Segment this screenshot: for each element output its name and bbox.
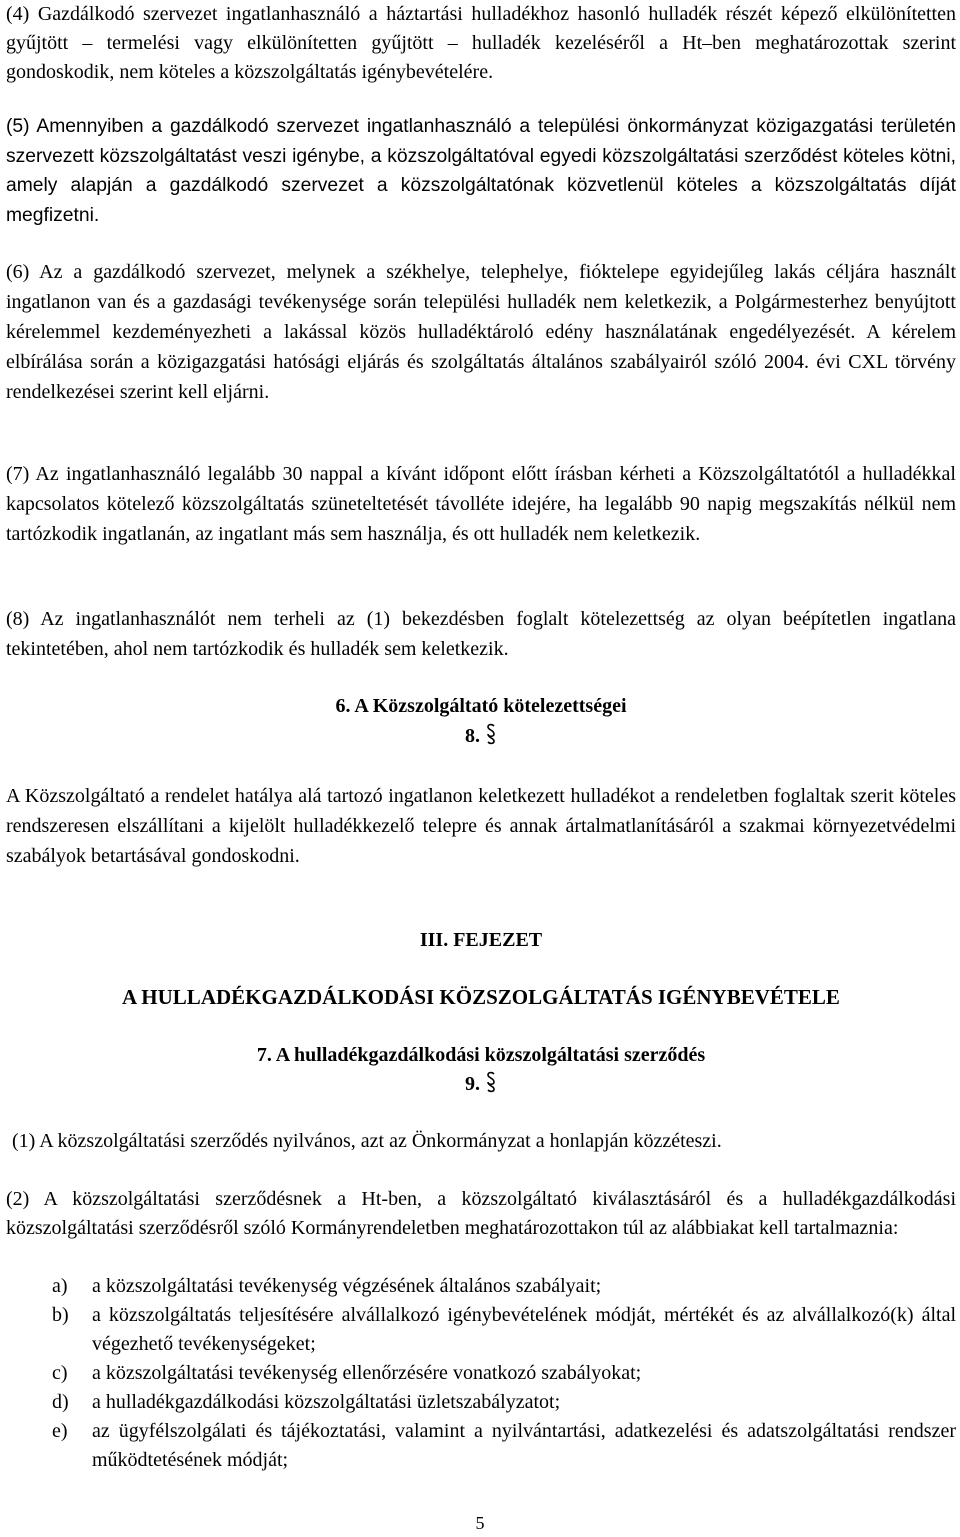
list-item-text: az ügyfélszolgálati és tájékoztatási, valamint a nyilvántartási, adatkezelési és adatszolgáltatási rendszer működtetésének módját; (92, 1420, 956, 1471)
section-8-heading (6, 722, 956, 751)
requirements-list (6, 1272, 956, 1475)
chapter-title: A HULLADÉKGAZDÁLKODÁSI KÖZSZOLGÁLTATÁS IGÉNYBEVÉTELE (122, 985, 840, 1009)
paragraph-7: (7) Az ingatlanhasználó legalább 30 nappal a kívánt időpont előtt írásban kérheti a Közszolgáltatótól a hulladékkal kapcsolatos kötelező közszolgáltatás szüneteltetését távolléte idejére, ha legalább 90 napig megszakítás nélkül nem tartózkodik ingatlanán, az ingatlant más sem használja, és ott hulladék nem keletkezik. (6, 463, 956, 545)
section-8-text: A Közszolgáltató a rendelet hatálya alá tartozó ingatlanon keletkezett hulladékot a rendeletben foglaltak szerit köteles rendszeresen elszállítani a kijelölt hulladékkezelő telepre és annak ártalmatlanításáról a szakmai környezetvédelmi szabályok betartásával gondoskodni. (6, 785, 956, 867)
paragraph-5: (5) Amennyiben a gazdálkodó szervezet ingatlanhasználó a települési önkormányzat közigazgatási területén szervezett közszolgáltatást veszi igénybe, a közszolgáltatóval egyedi közszolgáltatási szerződést köteles kötni, amely alapján a gazdálkodó szervezet a közszolgáltatónak közvetlenül köteles a közszolgáltatás díját megfizetni. (6, 116, 956, 226)
list-marker: d) (52, 1391, 69, 1413)
list-marker: c) (52, 1362, 68, 1384)
section-9-paragraph-2: (2) A közszolgáltatási szerződésnek a Ht-ben, a közszolgáltató kiválasztásáról és a hulladékgazdálkodási közszolgáltatási szerződésről szóló Kormányrendeletben meghatározottakon túl az alábbiakat kell tartalmaznia: (6, 1188, 956, 1239)
paragraph-8: (8) Az ingatlanhasználót nem terheli az (1) bekezdésben foglalt kötelezettség az olyan beépítetlen ingatlana tekintetében, ahol nem tartózkodik és hulladék sem keletkezik. (6, 608, 956, 660)
list-marker: e) (52, 1420, 68, 1442)
section-number: 9. (465, 1073, 480, 1095)
section-9-paragraph-1: (1) A közszolgáltatási szerződés nyilvános, azt az Önkormányzat a honlapján közzéteszi. (12, 1130, 722, 1152)
list-item-text: a közszolgáltatási tevékenység végzésének általános szabályait; (92, 1275, 602, 1297)
section-sign-icon (485, 1070, 497, 1099)
list-item (6, 1388, 956, 1417)
list-item (6, 1272, 956, 1301)
paragraph-6: (6) Az a gazdálkodó szervezet, melynek a székhelye, telephelye, fióktelepe egyidejűleg lakás céljára használt ingatlanon van és a gazdasági tevékenysége során települési hulladék nem keletkezik, a Polgármesterhez benyújtott kérelemmel kezdeményezheti a lakással közös hulladéktároló edény használatának engedélyezését. A kérelem elbírálása során a közigazgatási hatósági eljárás és szolgáltatás általános szabályairól szóló 2004. évi CXL törvény rendelkezései szerint kell eljárni. (6, 261, 956, 403)
list-item (6, 1359, 956, 1388)
page-number: 5 (475, 1513, 485, 1533)
list-item (6, 1417, 956, 1475)
section-sign-icon (485, 722, 497, 751)
section-6-title: 6. A Közszolgáltató kötelezettségei (335, 695, 627, 717)
list-marker: a) (52, 1275, 68, 1297)
section-9-heading (6, 1070, 956, 1099)
paragraph-4: (4) Gazdálkodó szervezet ingatlanhasználó a háztartási hulladékhoz hasonló hulladék részét képező elkülönítetten gyűjtött – termelési vagy elkülönítetten gyűjtött – hulladék kezeléséről a Ht–ben meghatározottak szerint gondoskodik, nem köteles a közszolgáltatás igénybevételére. (6, 3, 956, 83)
list-item-text: a közszolgáltatás teljesítésére alvállalkozó igénybevételének módját, mértékét és az alvállalkozó(k) által végezhető tevékenységeket; (92, 1304, 956, 1355)
list-item-text: a közszolgáltatási tevékenység ellenőrzésére vonatkozó szabályokat; (92, 1362, 642, 1384)
list-item-text: a hulladékgazdálkodási közszolgáltatási üzletszabályzatot; (92, 1391, 561, 1413)
section-number: 8. (465, 725, 480, 747)
section-7-title: 7. A hulladékgazdálkodási közszolgáltatási szerződés (256, 1044, 706, 1066)
list-marker: b) (52, 1304, 69, 1326)
chapter-number: III. FEJEZET (419, 929, 543, 951)
list-item (6, 1301, 956, 1359)
